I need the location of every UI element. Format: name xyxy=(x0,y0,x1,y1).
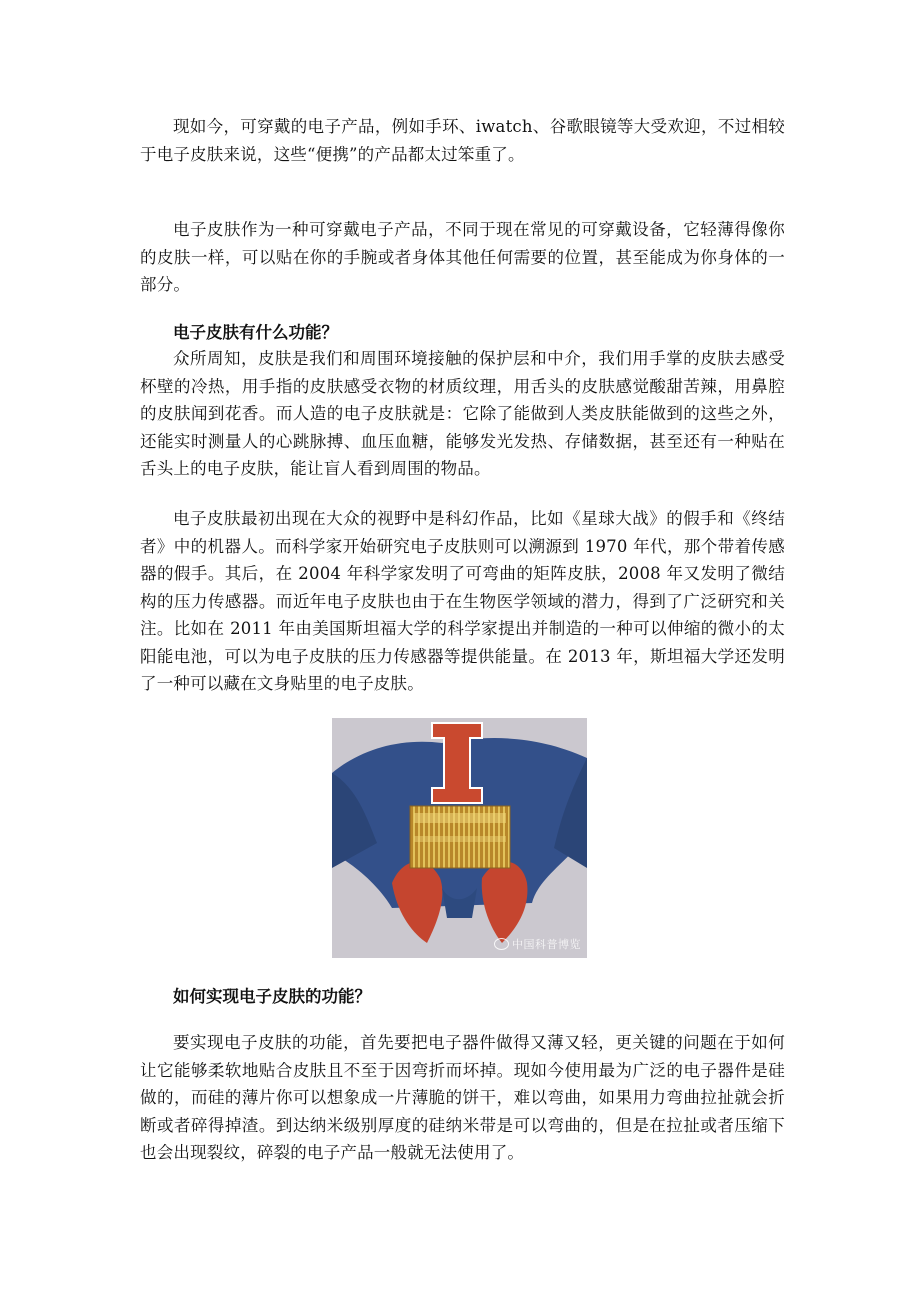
tattoo-illustration xyxy=(332,718,587,958)
paragraph-history: 电子皮肤最初出现在大众的视野中是科幻作品，比如《星球大战》的假手和《终结者》中的机器人。而科学家开始研究电子皮肤则可以溯源到 1970 年代，那个带着传感器的假手。其后，在 2004 年科学家发明了可弯曲的矩阵皮肤，2008 年又发明了微结构的压力传感器。而近年电子皮肤也由于在生物医学领域的潜力，得到了广泛研究和关注。比如在 2011 年由美国斯坦福大学的科学家提出并制造的一种可以伸缩的微小的太阳能电池，可以为电子皮肤的压力传感器等提供能量。在 2013 年，斯坦福大学还发明了一种可以藏在文身贴里的电子皮肤。 xyxy=(140,509,785,693)
tattoo-electronic-skin-photo xyxy=(332,718,587,958)
section-heading-functions: 电子皮肤有什么功能？ xyxy=(173,323,338,342)
paragraph-intro: 现如今，可穿戴的电子产品，例如手环、iwatch、谷歌眼镜等大受欢迎，不过相较于电子皮肤来说，这些“便携”的产品都太过笨重了。 xyxy=(140,117,785,164)
paragraph-definition: 电子皮肤作为一种可穿戴电子产品，不同于现在常见的可穿戴设备，它轻薄得像你的皮肤一样，可以贴在你的手腕或者身体其他任何需要的位置，甚至能成为你身体的一部分。 xyxy=(140,220,785,294)
photo-watermark xyxy=(494,936,581,952)
paragraph-functions: 众所周知，皮肤是我们和周围环境接触的保护层和中介，我们用手掌的皮肤去感受杯壁的冷热，用手指的皮肤感受衣物的材质纹理，用舌头的皮肤感觉酸甜苦辣，用鼻腔的皮肤闻到花香。而人造的电子皮肤就是：它除了能做到人类皮肤能做到的这些之外，还能实时测量人的心跳脉搏、血压血糖，能够发光发热、存储数据，甚至还有一种贴在舌头上的电子皮肤，能让盲人看到周围的物品。 xyxy=(140,349,785,478)
wechat-icon xyxy=(494,938,509,950)
paragraph-implementation: 要实现电子皮肤的功能，首先要把电子器件做得又薄又轻，更关键的问题在于如何让它能够柔软地贴合皮肤且不至于因弯折而坏掉。现如今使用最为广泛的电子器件是硅做的，而硅的薄片你可以想象成一片薄脆的饼干，难以弯曲，如果用力弯曲拉扯就会折断或者碎得掉渣。到达纳米级别厚度的硅纳米带是可以弯曲的，但是在拉扯或者压缩下也会出现裂纹，碎裂的电子产品一般就无法使用了。 xyxy=(140,1033,785,1162)
section-heading-implementation: 如何实现电子皮肤的功能？ xyxy=(173,987,371,1006)
watermark-text: 中国科普博览 xyxy=(512,938,581,951)
